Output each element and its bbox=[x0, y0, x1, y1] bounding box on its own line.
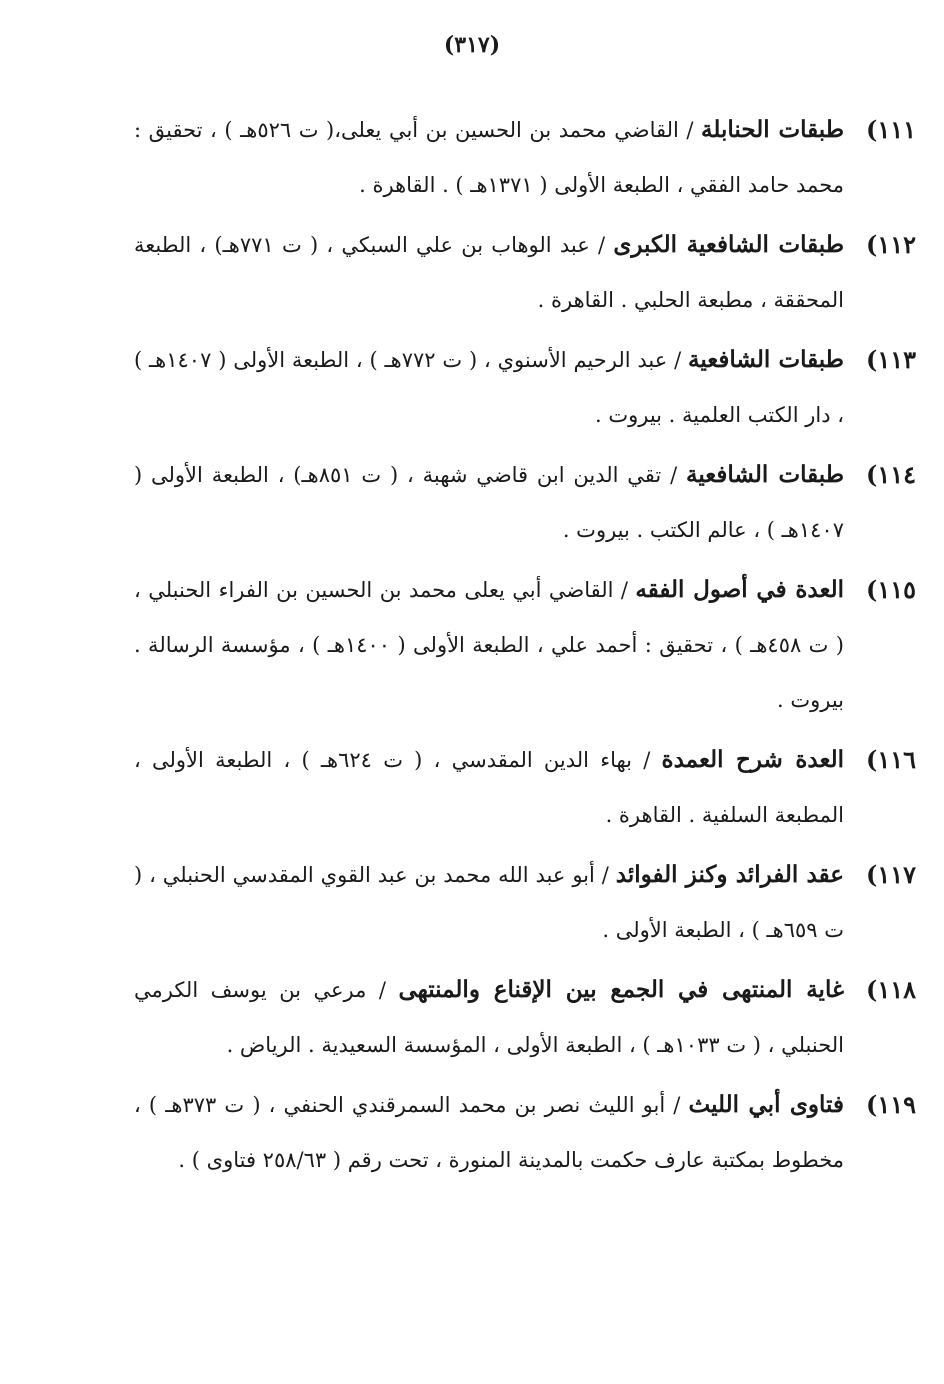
entry-title: طبقات الحنابلة bbox=[701, 116, 844, 143]
entry-details: / بهاء الدين المقدسي ، ( ت ٦٢٤هـ ) ، الطبعة الأولى ، المطبعة السلفية . القاهرة . bbox=[134, 748, 844, 827]
bibliography-entry bbox=[134, 217, 916, 328]
entry-number: ١١٩) bbox=[865, 1090, 916, 1119]
page-number: (٣١٧) bbox=[443, 32, 501, 58]
entry-details: / القاضي أبي يعلى محمد بن الحسين بن الفراء الحنبلي ، ( ت ٤٥٨هـ ) ، تحقيق : أحمد علي ، الطبعة الأولى ( ١٤٠٠هـ ) ، مؤسسة الرسالة . بيروت . bbox=[134, 578, 844, 712]
entry-details: / عبد الوهاب بن علي السبكي ، ( ت ٧٧١هـ) ، الطبعة المحققة ، مطبعة الحلبي . القاهرة . bbox=[134, 233, 844, 312]
entry-number: ١١٦) bbox=[865, 745, 916, 774]
entry-text bbox=[134, 962, 844, 1073]
entry-number: ١١٧) bbox=[865, 860, 916, 889]
bibliography-entry bbox=[134, 102, 916, 213]
entry-text bbox=[134, 1077, 844, 1188]
entry-details: / تقي الدين ابن قاضي شهبة ، ( ت ٨٥١هـ) ، الطبعة الأولى ( ١٤٠٧هـ ) ، عالم الكتب . بيروت . bbox=[134, 463, 844, 542]
entry-details: / مرعي بن يوسف الكرمي الحنبلي ، ( ت ١٠٣٣هـ ) ، الطبعة الأولى ، المؤسسة السعيدية . الرياض . bbox=[134, 978, 844, 1057]
entry-title: طبقات الشافعية bbox=[686, 461, 844, 488]
entry-text bbox=[134, 102, 844, 213]
entry-title: العدة شرح العمدة bbox=[661, 746, 844, 773]
entry-title: طبقات الشافعية الكبرى bbox=[613, 231, 845, 258]
entry-details: / أبو الليث نصر بن محمد السمرقندي الحنفي ، ( ت ٣٧٣هـ ) ، مخطوط بمكتبة عارف حكمت بالمدينة المنورة ، تحت رقم ( ٢٥٨/٦٣ فتاوى ) . bbox=[134, 1093, 844, 1172]
bibliography-entry bbox=[134, 847, 916, 958]
bibliography-entry bbox=[134, 332, 916, 443]
bibliography-entry bbox=[134, 732, 916, 843]
bibliography-entry bbox=[134, 447, 916, 558]
entry-title: غاية المنتهى في الجمع بين الإقناع والمنتهى bbox=[398, 976, 844, 1003]
entry-title: العدة في أصول الفقه bbox=[635, 576, 844, 603]
entry-text bbox=[134, 847, 844, 958]
entry-number: ١١٥) bbox=[865, 575, 916, 604]
entry-details: / أبو عبد الله محمد بن عبد القوي المقدسي الحنبلي ، ( ت ٦٥٩هـ ) ، الطبعة الأولى . bbox=[134, 863, 844, 942]
entry-details: / القاضي محمد بن الحسين بن أبي يعلى،( ت ٥٢٦هـ ) ، تحقيق : محمد حامد الفقي ، الطبعة الأولى ( ١٣٧١هـ ) . القاهرة . bbox=[134, 118, 844, 197]
entry-title: عقد الفرائد وكنز الفوائد bbox=[615, 861, 844, 888]
entry-number: ١١٤) bbox=[865, 460, 916, 489]
entry-title: فتاوى أبي الليث bbox=[688, 1091, 844, 1118]
entry-title: طبقات الشافعية bbox=[688, 346, 844, 373]
entry-text bbox=[134, 562, 844, 728]
entry-details: / عبد الرحيم الأسنوي ، ( ت ٧٧٢هـ ) ، الطبعة الأولى ( ١٤٠٧هـ ) ، دار الكتب العلمية . بيروت . bbox=[134, 348, 844, 427]
entry-number: ١١٣) bbox=[865, 345, 916, 374]
entry-text bbox=[134, 447, 844, 558]
entry-text bbox=[134, 732, 844, 843]
bibliography-entry bbox=[134, 962, 916, 1073]
entry-number: ١١٢) bbox=[865, 230, 916, 259]
bibliography-entry bbox=[134, 562, 916, 728]
entry-text bbox=[134, 332, 844, 443]
entry-number: ١١٨) bbox=[865, 975, 916, 1004]
bibliography-list bbox=[134, 102, 916, 1192]
bibliography-entry bbox=[134, 1077, 916, 1188]
entry-number: ١١١) bbox=[865, 115, 916, 144]
entry-text bbox=[134, 217, 844, 328]
